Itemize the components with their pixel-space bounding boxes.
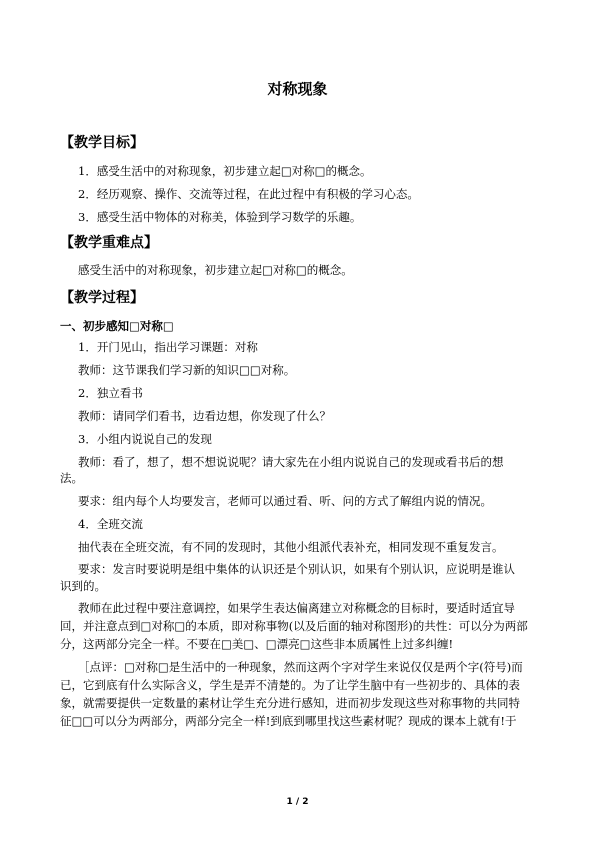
body-line: 征□□可以分为两部分，两部分完全一样!到底到哪里找这些素材呢？现成的课本上就有!于 — [60, 714, 517, 728]
body-line: 象，就需要提供一定数量的素材让学生充分进行感知，进而初步发现这些对称事物的共同特 — [60, 696, 520, 710]
body-line: 2．独立看书 — [78, 386, 143, 400]
body-line: 3．小组内说说自己的发现 — [78, 432, 212, 446]
key-text: 感受生活中的对称现象，初步建立起□对称□的概念。 — [78, 263, 353, 277]
body-line: 教师在此过程中要注意调控，如果学生表达偏离建立对称概念的目标时，要适时适宜导 — [78, 601, 515, 615]
part1-heading: 一、初步感知□对称□ — [60, 319, 174, 333]
key-heading: 【教学重难点】 — [60, 235, 158, 251]
body-line: 已，它到底有什么实际含义，学生是弄不清楚的。为了让学生脑中有一些初步的、具体的表 — [60, 678, 520, 692]
body-line: 要求：发言时要说明是组中集体的认识还是个别认识，如果有个别认识，应说明是谁认 — [78, 562, 515, 576]
body-line: 回，并注意点到□对称□的本质，即对称事物(以及后面的轴对称图形)的共性：可以分为两部 — [60, 619, 528, 633]
document-title: 对称现象 — [267, 80, 328, 98]
goal-item: 3．感受生活中物体的对称美，体验到学习数学的乐趣。 — [78, 210, 362, 224]
body-line: 抽代表在全班交流，有不同的发现时，其他小组派代表补充，相同发现不重复发言。 — [78, 540, 504, 554]
body-line: 法。 — [60, 471, 83, 485]
body-line: 教师：看了，想了，想不想说说呢？请大家先在小组内说说自己的发现或看书后的想 — [78, 455, 504, 469]
body-line: 识到的。 — [60, 579, 106, 593]
body-line: 要求：组内每个人均要发言，老师可以通过看、听、问的方式了解组内说的情况。 — [78, 494, 492, 508]
body-line: 分，这两部分完全一样。不要在□美□、□漂亮□这些非本质属性上过多纠缠! — [60, 637, 454, 651]
body-line: 教师：请同学们看书，边看边想，你发现了什么？ — [78, 409, 331, 423]
page-number: 1 / 2 — [286, 797, 309, 807]
body-line: 1．开门见山，指出学习课题：对称 — [78, 340, 258, 354]
body-line: 4．全班交流 — [78, 517, 143, 531]
goal-item: 1．感受生活中的对称现象，初步建立起□对称□的概念。 — [78, 164, 372, 178]
goal-item: 2．经历观察、操作、交流等过程，在此过程中有积极的学习心态。 — [78, 187, 419, 201]
body-line: ［点评：□对称□是生活中的一种现象，然而这两个字对学生来说仅仅是两个字(符号)而 — [78, 660, 523, 674]
process-heading: 【教学过程】 — [60, 290, 144, 306]
goals-heading: 【教学目标】 — [60, 135, 144, 151]
body-line: 教师：这节课我们学习新的知识□□对称。 — [78, 363, 296, 377]
